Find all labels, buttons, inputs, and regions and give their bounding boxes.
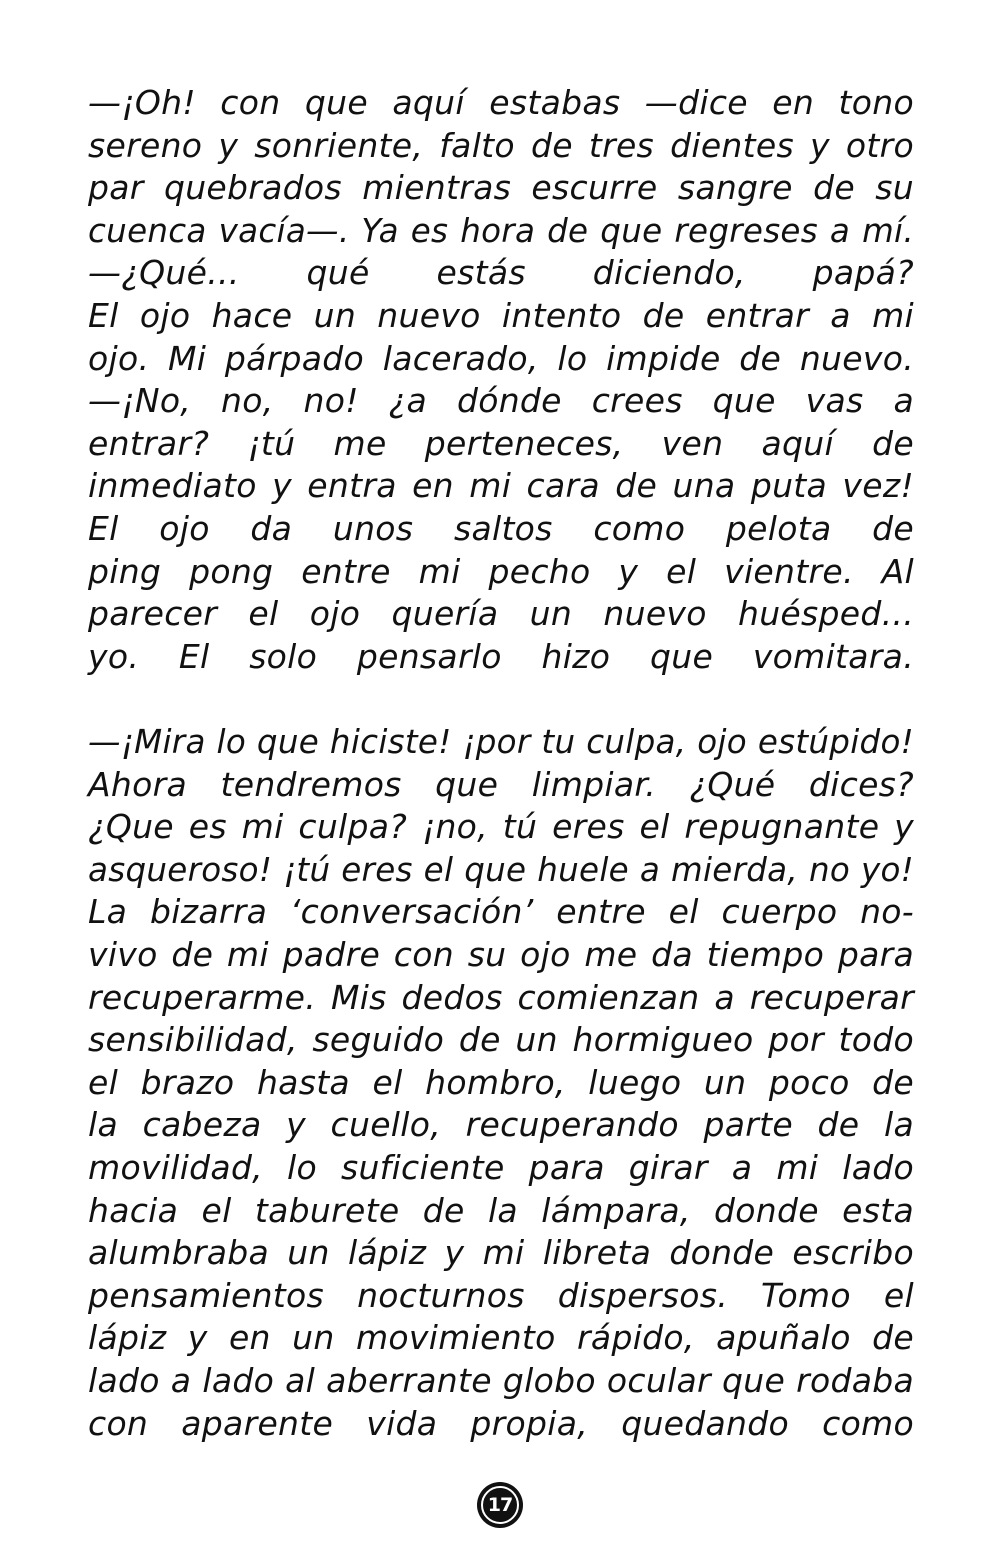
text-line: movilidad, lo suficiente para girar a mi lado (88, 1147, 914, 1187)
text-line: parecer el ojo quería un nuevo huésped... (88, 594, 914, 634)
text-line: lápiz y en un movimiento rápido, apuñalo de (88, 1318, 914, 1358)
text-line: alumbraba un lápiz y mi libreta donde escribo (88, 1233, 914, 1273)
text-line: La bizarra ‘conversación’ entre el cuerpo no- (88, 892, 914, 932)
text-line: lado a lado al aberrante globo ocular que rodaba (88, 1360, 914, 1400)
text-line: par quebrados mientras escurre sangre de su (88, 168, 914, 208)
text-line: El ojo da unos saltos como pelota de (88, 508, 914, 548)
text-line: con aparente vida propia, quedando como (88, 1403, 914, 1443)
text-line: pensamientos nocturnos dispersos. Tomo el (88, 1275, 914, 1315)
text-line: —¿Qué... qué estás diciendo, papá? (88, 253, 914, 293)
text-line: sereno y sonriente, falto de tres dientes y otro (88, 125, 914, 165)
text-line: —¡No, no, no! ¿a dónde crees que vas a (88, 381, 914, 421)
text-line: asqueroso! ¡tú eres el que huele a mierda, no yo! (88, 850, 914, 889)
text-line: —¡Mira lo que hiciste! ¡por tu culpa, ojo estúpido! (88, 723, 914, 761)
text-line: recuperarme. Mis dedos comienzan a recuperar (88, 977, 914, 1017)
text-line: ojo. Mi párpado lacerado, lo impide de nuevo. (88, 338, 914, 378)
text-line: sensibilidad, seguido de un hormigueo por todo (88, 1020, 914, 1060)
paragraph-2 (88, 721, 914, 1445)
page-number: 17 (481, 1486, 519, 1524)
text-line: hacia el taburete de la lámpara, donde esta (88, 1190, 914, 1230)
text-line: ping pong entre mi pecho y el vientre. Al (88, 551, 914, 591)
text-line: yo. El solo pensarlo hizo que vomitara. (88, 636, 914, 676)
text-line: el brazo hasta el hombro, luego un poco de (88, 1062, 914, 1102)
text-line: Ahora tendremos que limpiar. ¿Qué dices? (88, 764, 914, 804)
text-line: la cabeza y cuello, recuperando parte de la (88, 1105, 914, 1145)
text-line: cuenca vacía—. Ya es hora de que regreses a mí. (88, 211, 914, 250)
paragraph-1 (88, 82, 914, 678)
text-line: ¿Que es mi culpa? ¡no, tú eres el repugnante y (88, 807, 914, 847)
text-line: —¡Oh! con que aquí estabas —dice en tono (88, 83, 914, 122)
page-number-badge (477, 1482, 523, 1528)
text-line: inmediato y entra en mi cara de una puta vez! (88, 466, 914, 506)
text-line: El ojo hace un nuevo intento de entrar a mi (88, 295, 914, 335)
text-line: entrar? ¡tú me perteneces, ven aquí de (88, 423, 914, 463)
text-line: vivo de mi padre con su ojo me da tiempo para (88, 934, 914, 974)
